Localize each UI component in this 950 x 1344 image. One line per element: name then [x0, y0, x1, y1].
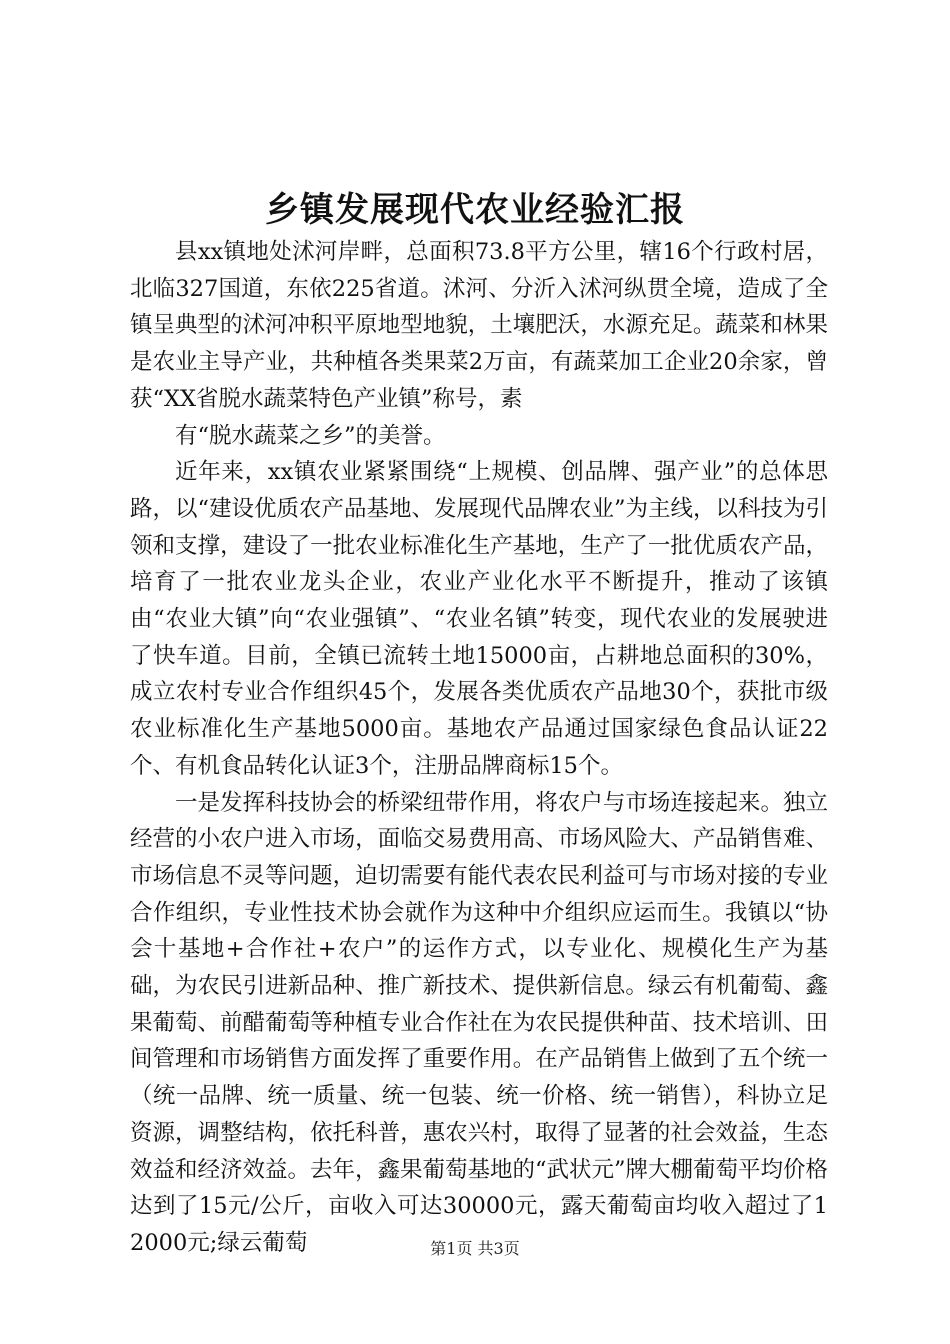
- paragraph-point-one: 一是发挥科技协会的桥梁纽带作用，将农户与市场连接起来。独立经营的小农户进入市场，面临交易费用高、市场风险大、产品销售难、市场信息不灵等问题，迫切需要有能代表农民利益可与市场对接的专业合作组织，专业性技术协会就作为这种中介组织应运而生。我镇以“协会十基地+合作社+农户”的运作方式，以专业化、规模化生产为基础，为农民引进新品种、推广新技术、提供新信息。绿云有机葡萄、鑫果葡萄、前醋葡萄等种植专业合作社在为农民提供种苗、技术培训、田间管理和市场销售方面发挥了重要作用。在产品销售上做到了五个统一（统一品牌、统一质量、统一包装、统一价格、统一销售），科协立足资源，调整结构，依托科普，惠农兴村，取得了显著的社会效益，生态效益和经济效益。去年，鑫果葡萄基地的“武状元”牌大棚葡萄平均价格达到了15元/公斤，亩收入可达30000元，露天葡萄亩均收入超过了12000元;绿云葡萄: [130, 789, 829, 1256]
- paragraph-recent-years: 近年来，xx镇农业紧紧围绕“上规模、创品牌、强产业”的总体思路，以“建设优质农产品基地、发展现代品牌农业”为主线，以科技为引领和支撑，建设了一批农业标准化生产基地，生产了一批优质农产品，培育了一批农业龙头企业，农业产业化水平不断提升，推动了该镇由“农业大镇”向“农业强镇”、“农业名镇”转变，现代农业的发展驶进了快车道。目前，全镇已流转土地15000亩，占耕地总面积的30%，成立农村专业合作组织45个，发展各类优质农产品地30个，获批市级农业标准化生产基地5000亩。基地农产品通过国家绿色食品认证22个、有机食品转化认证3个，注册品牌商标15个。: [130, 459, 829, 779]
- paragraph-intro-continued: 有“脱水蔬菜之乡”的美誉。: [175, 422, 446, 449]
- document-title: 乡镇发展现代农业经验汇报: [265, 190, 685, 230]
- paragraph-intro: 县xx镇地处沭河岸畔，总面积73.8平方公里，辖16个行政村居，北临327国道，东依225省道。沭河、分沂入沭河纵贯全境，造成了全镇呈典型的沭河冲积平原地型地貌，土壤肥沃，水源充足。蔬菜和林果是农业主导产业，共种植各类果菜2万亩，有蔬菜加工企业20余家，曾获“XX省脱水蔬菜特色产业镇”称号，素: [130, 239, 828, 412]
- document-body: [130, 234, 828, 1262]
- page-footer: 第1页 共3页: [430, 1239, 520, 1258]
